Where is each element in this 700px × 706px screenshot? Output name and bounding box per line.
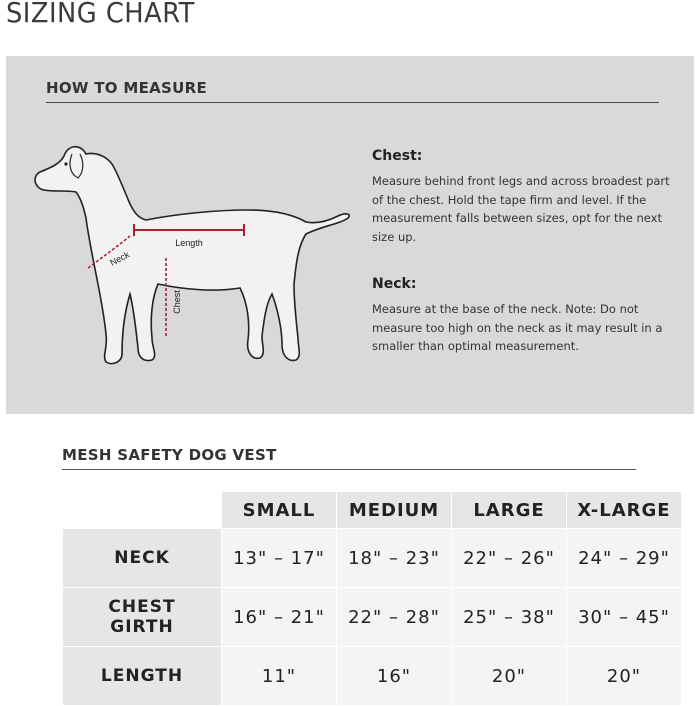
table-row [63,647,682,706]
chest-label: Chest [172,290,182,314]
table-cell: 30" – 45" [567,588,682,647]
chest-title: Chest: [372,148,423,164]
table-cell: 20" [567,647,682,706]
table-cell: 11" [222,647,337,706]
table-cell: 22" – 26" [452,529,567,588]
col-header-medium: MEDIUM [337,492,452,529]
vest-heading-bar [62,445,636,470]
how-to-measure-panel [6,56,694,414]
col-header-small: SMALL [222,492,337,529]
neck-label: Neck [108,249,132,268]
how-to-measure-heading-bar [46,78,659,103]
table-row [63,529,682,588]
length-label: Length [175,238,203,248]
size-table [62,491,682,706]
col-header-large: LARGE [452,492,567,529]
table-cell: 16" – 21" [222,588,337,647]
neck-instructions [372,276,672,356]
dog-measure-diagram [26,134,366,374]
neck-text: Measure at the base of the neck. Note: Do not measure too high on the neck as it may result in a smaller than optimal measurement. [372,302,663,353]
col-header-x-large: X-LARGE [567,492,682,529]
row-header-neck: NECK [63,529,222,588]
chest-instructions [372,148,672,246]
chest-text: Measure behind front legs and across broadest part of the chest. Hold the tape firm and level. If the measurement falls between sizes, opt for the next size up. [372,174,670,244]
table-row [63,588,682,647]
table-cell: 24" – 29" [567,529,682,588]
table-cell: 25" – 38" [452,588,567,647]
dog-silhouette [35,147,349,364]
table-cell: 22" – 28" [337,588,452,647]
row-header-length: LENGTH [63,647,222,706]
size-header-row [63,492,682,529]
table-cell: 13" – 17" [222,529,337,588]
row-header-chest-girth: CHEST GIRTH [63,588,222,647]
table-corner [63,492,222,529]
table-cell: 20" [452,647,567,706]
neck-title: Neck: [372,276,417,292]
table-cell: 18" – 23" [337,529,452,588]
table-cell: 16" [337,647,452,706]
page-title: SIZING CHART [6,0,195,29]
vest-heading: MESH SAFETY DOG VEST [62,446,277,464]
how-to-measure-heading: HOW TO MEASURE [46,79,208,97]
